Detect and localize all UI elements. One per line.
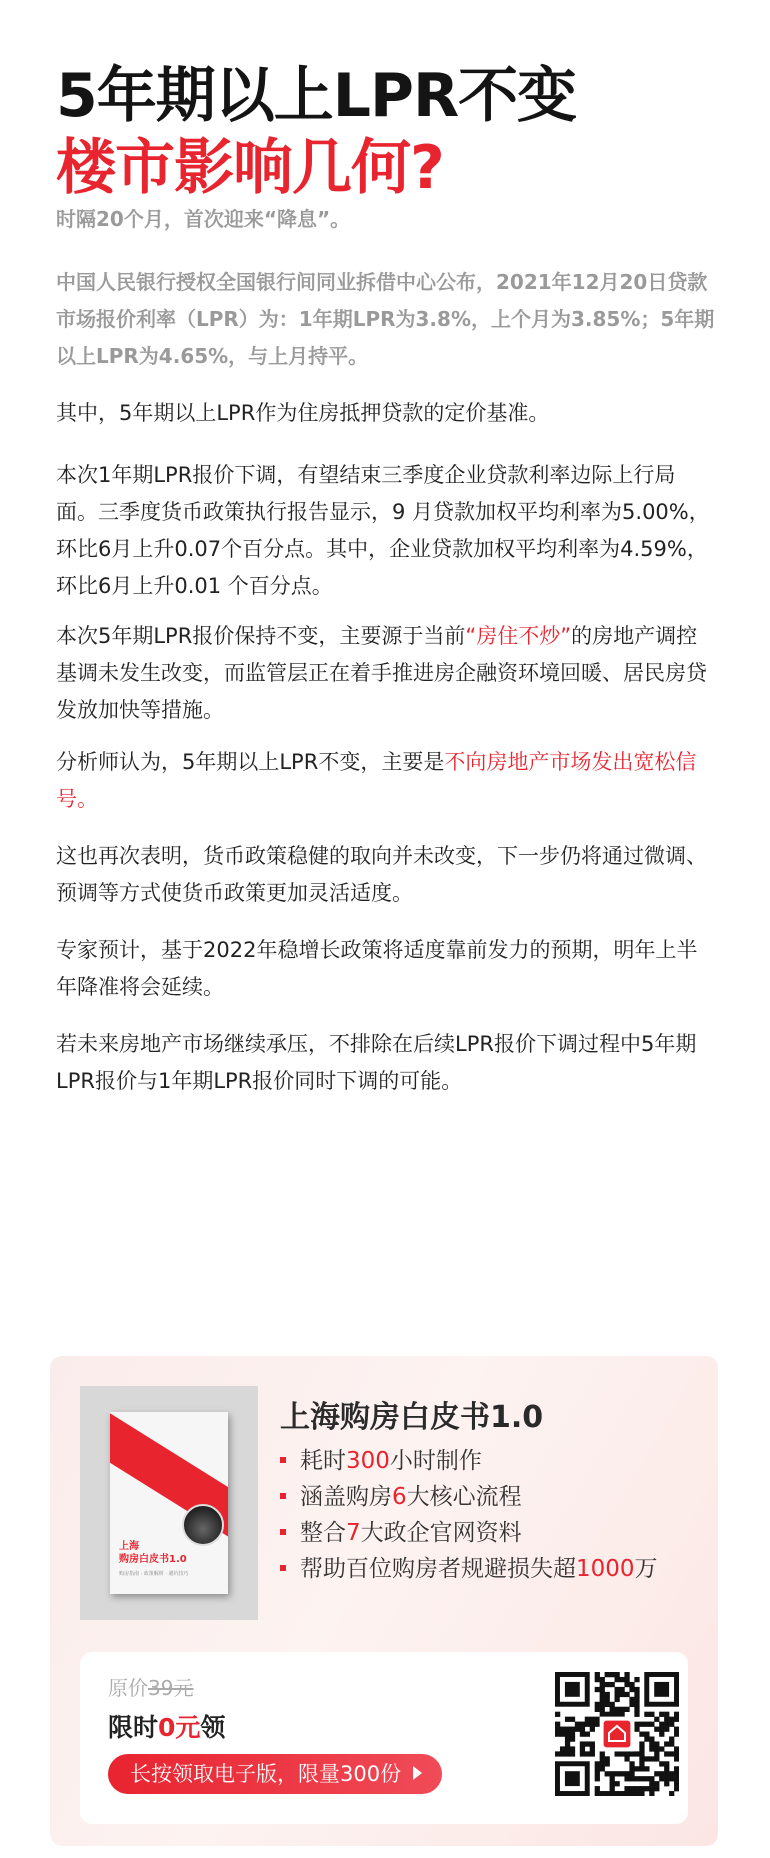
feature-text: 小时制作 xyxy=(389,1448,482,1474)
body-paragraph-6: 专家预计，基于2022年稳增长政策将适度靠前发力的预期，明年上半年降准将会延续。 xyxy=(56,938,698,999)
bullet-icon xyxy=(280,1457,286,1463)
p3-text-b: 的房地产调控基调未发生改变，而监管层正在着手推进房企融资环境回暖、居民房贷发放加快等措施。 xyxy=(56,624,707,722)
p4-text-a: 分析师认为，5年期以上LPR不变，主要是 xyxy=(56,750,445,774)
claim-ebook-button[interactable] xyxy=(108,1754,442,1794)
original-price-value: 39元 xyxy=(148,1676,194,1700)
original-price-label: 原价 xyxy=(108,1676,148,1700)
feature-number: 300 xyxy=(346,1448,390,1474)
headline-line-2: 楼市影响几何? xyxy=(56,133,444,203)
bullet-icon xyxy=(280,1493,286,1499)
feature-text: 大政企官网资料 xyxy=(360,1520,522,1546)
feature-number: 1000 xyxy=(576,1556,635,1582)
claim-button-label: 长按领取电子版，限量300份 xyxy=(130,1762,402,1786)
feature-text: 涵盖购房 xyxy=(300,1484,392,1510)
book xyxy=(110,1412,228,1594)
lead-paragraph-2: 中国人民银行授权全国银行间同业拆借中心公布，2021年12月20日贷款市场报价利率（LPR）为：1年期LPR为3.8%，上个月为3.85%；5年期以上LPR为4.65%，与上月持平。 xyxy=(56,270,715,368)
body-paragraph-4 xyxy=(56,744,716,818)
promo-title: 上海购房白皮书1.0 xyxy=(280,1400,544,1435)
feature-item xyxy=(280,1446,700,1476)
feature-number: 6 xyxy=(392,1484,407,1510)
play-arrow-icon xyxy=(413,1766,422,1780)
feature-text: 大核心流程 xyxy=(406,1484,522,1510)
offer-card xyxy=(80,1652,688,1824)
feature-item xyxy=(280,1554,700,1584)
free-offer xyxy=(108,1708,225,1744)
book-subtitle: 购房指南 · 政策解析 · 避坑技巧 xyxy=(119,1571,189,1577)
body-paragraph-3 xyxy=(56,618,716,729)
bullet-icon xyxy=(280,1529,286,1535)
book-photo xyxy=(182,1504,224,1546)
bullet-icon xyxy=(280,1565,286,1571)
body-paragraph-1: 其中，5年期以上LPR作为住房抵押贷款的定价基准。 xyxy=(56,401,550,425)
body-paragraph-2: 本次1年期LPR报价下调，有望结束三季度企业贷款利率边际上行局面。三季度货币政策执行报告显示，9 月贷款加权平均利率为5.00%，环比6月上升0.07个百分点。其中，企业贷款加权平均利率为4.59%，环比6月上升0.01 个百分点。 xyxy=(56,463,710,598)
book-title xyxy=(119,1540,187,1566)
feature-text: 帮助百位购房者规避损失超 xyxy=(300,1556,576,1582)
feature-item xyxy=(280,1482,700,1512)
headline xyxy=(56,60,576,204)
feature-item xyxy=(280,1518,700,1548)
p3-highlight: “房住不炒” xyxy=(465,624,572,648)
p4-highlight: 不向房地产市场发出宽松信号。 xyxy=(56,750,697,811)
body-paragraph-5: 这也再次表明，货币政策稳健的取向并未改变，下一步仍将通过微调、预调等方式使货币政策更加灵活适度。 xyxy=(56,844,707,905)
house-icon xyxy=(604,1721,631,1748)
book-title-line-2: 购房白皮书1.0 xyxy=(119,1554,187,1565)
feature-text: 耗时 xyxy=(300,1448,346,1474)
free-offer-pre: 限时 xyxy=(108,1713,159,1742)
whitepaper-promo xyxy=(50,1356,718,1846)
book-cover-image xyxy=(80,1386,258,1620)
free-offer-post: 领 xyxy=(200,1713,226,1742)
free-offer-price: 0元 xyxy=(158,1713,201,1742)
book-logo-icon xyxy=(124,1430,135,1441)
qr-code-icon[interactable] xyxy=(555,1672,679,1796)
feature-text: 整合 xyxy=(300,1520,346,1546)
feature-number: 7 xyxy=(346,1520,361,1546)
p3-text-a: 本次5年期LPR报价保持不变，主要源于当前 xyxy=(56,624,466,648)
feature-text: 万 xyxy=(634,1556,658,1582)
headline-line-1: 5年期以上LPR不变 xyxy=(56,61,577,131)
original-price xyxy=(108,1672,193,1701)
book-title-line-1: 上海 xyxy=(119,1541,139,1552)
body-paragraph-7: 若未来房地产市场继续承压，不排除在后续LPR报价下调过程中5年期LPR报价与1年期LPR报价同时下调的可能。 xyxy=(56,1032,697,1093)
lead-paragraph-1: 时隔20个月，首次迎来“降息”。 xyxy=(56,207,351,231)
